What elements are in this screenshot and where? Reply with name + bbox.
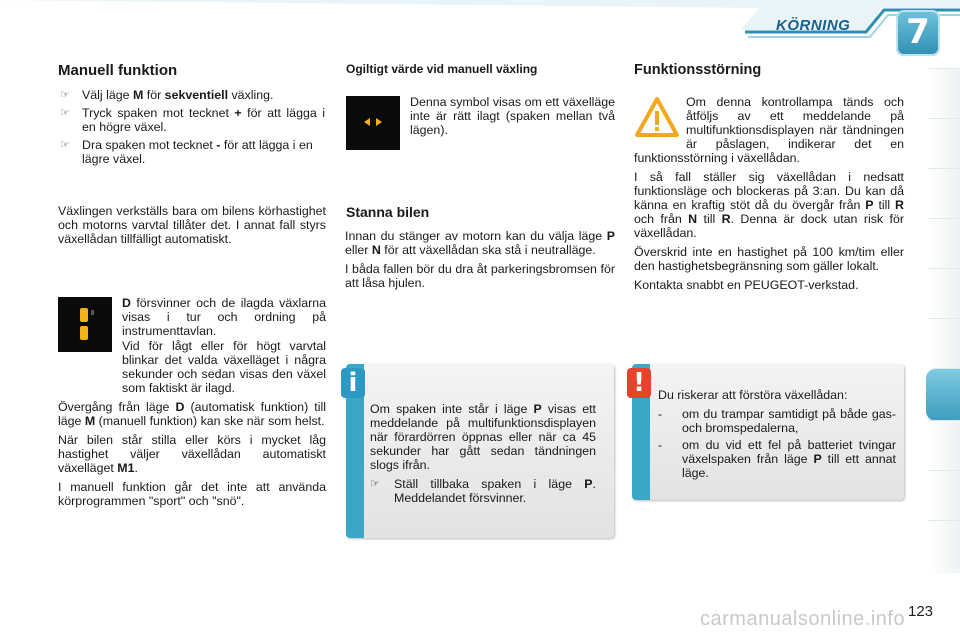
invalid-gear-paragraph: Denna symbol visas om ett växelläge inte är rätt ilagt (spaken mellan två lägen). — [410, 95, 615, 137]
standstill-paragraph — [58, 433, 326, 475]
gear-change-paragraph: Växlingen verkställs bara om bilens körhastighet och motorns varvtal tillåter det. I annat fall styrs växellådan tillfälligt automatiskt. — [58, 204, 326, 246]
paragraph-text: till — [873, 198, 896, 212]
list-item-text: för att lägga i en högre växel. — [82, 106, 326, 134]
malfunction-paragraph-4: Kontakta snabbt en PEUGEOT-verkstad. — [634, 278, 859, 292]
bold-text: P — [533, 402, 542, 416]
list-item-text: växling. — [228, 88, 274, 102]
paragraph-text: försvinner och de ilagda växlarna visas i tur och ordning på instrumenttavlan. — [122, 296, 326, 338]
paragraph-text: till — [697, 212, 722, 226]
info-note-box — [346, 364, 614, 538]
dash-bullet: - — [658, 438, 663, 452]
list-item — [658, 407, 896, 435]
section-heading-manual: Manuell funktion — [58, 62, 178, 79]
section-heading-invalid-gear: Ogiltigt värde vid manuell växling — [346, 62, 538, 76]
bold-text: D — [122, 296, 131, 310]
chapter-tab[interactable] — [928, 420, 960, 473]
manual-body-text — [58, 339, 326, 513]
paragraph-text: Om denna kontrollampa tänds och åtföljs av ett meddelande på multifunktionsdisplayen när tändningen är påslagen, indikerar det en funktionsstörning i växellådan. — [634, 95, 904, 165]
warning-note-text — [658, 388, 896, 480]
chapter-tab-active[interactable] — [926, 368, 960, 421]
warning-badge-icon: ! — [627, 368, 651, 398]
dash-bullet: - — [658, 407, 663, 421]
list-item-bold: - — [216, 138, 221, 152]
watermark: carmanualsonline.info — [700, 608, 906, 630]
mode-switch-paragraph — [58, 400, 326, 428]
chapter-tab[interactable] — [928, 118, 960, 171]
info-badge-icon: i — [341, 368, 365, 398]
bold-text: R — [895, 198, 904, 212]
finger-pointer-icon: ☞ — [370, 478, 380, 490]
bold-text: M1 — [117, 461, 135, 475]
bold-text: N — [371, 243, 381, 257]
manual-steps-list — [60, 88, 325, 170]
chapter-tab[interactable] — [928, 520, 960, 573]
warning-note-intro: Du riskerar att förstöra växellådan: — [658, 388, 848, 402]
info-note-text — [370, 402, 596, 505]
list-item-bold: M — [132, 88, 144, 102]
chapter-badge — [896, 10, 940, 56]
malfunction-paragraph-2 — [634, 170, 904, 240]
info-note-paragraph — [370, 402, 596, 472]
stop-paragraph-1 — [345, 229, 615, 257]
chapter-tab[interactable] — [928, 168, 960, 221]
bold-text: N — [688, 212, 698, 226]
list-item — [658, 438, 896, 480]
list-item-bold: P — [813, 452, 822, 466]
finger-pointer-icon: ☞ — [60, 89, 70, 101]
rev-warning-paragraph: Vid för lågt eller för högt varvtal blinkar det valda växelläget i några sekunder och sedan visas den växel som faktiskt är ilagd. — [122, 339, 326, 395]
paragraph-text: I så fall ställer sig växellådan i nedsatt funktionsläge och blockeras på 3:an. Du kan då känna en kraftig stöt då du övergår från — [634, 170, 904, 212]
stop-paragraph-2: I båda fallen bör du dra åt parkeringsbromsen för att låsa hjulen. — [345, 262, 615, 290]
section-heading-stop: Stanna bilen — [346, 204, 430, 220]
chapter-tab[interactable] — [928, 68, 960, 121]
malfunction-paragraph-3: Överskrid inte en hastighet på 100 km/tim eller den hastighetsbegränsning som gäller lokalt. — [634, 245, 904, 273]
invalid-gear-symbol-icon — [346, 96, 400, 150]
chapter-tab[interactable] — [928, 318, 960, 371]
section-heading-malfunction: Funktionsstörning — [634, 62, 762, 78]
programs-paragraph: I manuell funktion går det inte att använda körprogrammen "sport" och "snö". — [58, 480, 326, 508]
paragraph-text: eller — [345, 243, 372, 257]
list-item — [370, 477, 596, 505]
list-item-text: om du vid ett fel på batteriet tvingar växelspaken från läge — [682, 438, 896, 466]
chapter-tab[interactable] — [928, 470, 960, 523]
bold-text: P — [865, 198, 874, 212]
list-item-text: Ställ tillbaka spaken i läge — [394, 477, 585, 491]
list-item-bold: P — [584, 477, 593, 491]
list-item-text: för att lägga i en lägre växel. — [82, 138, 313, 166]
list-item-text: om du trampar samtidigt på både gas- och bromspedalerna, — [682, 407, 896, 435]
finger-pointer-icon: ☞ — [60, 139, 70, 151]
chapter-title: KÖRNING — [776, 17, 851, 34]
paragraph-text: (automatisk funktion) till läge — [58, 400, 326, 428]
list-item — [60, 88, 325, 102]
bold-text: M — [84, 414, 96, 428]
paragraph-text: . — [134, 461, 138, 475]
paragraph-text: När bilen står stilla eller körs i mycket låg hastighet väljer växellådan automatiskt växelläget — [58, 433, 326, 475]
bold-text: R — [721, 212, 731, 226]
list-item-text: Välj läge — [82, 88, 133, 102]
paragraph-text: och från — [634, 212, 689, 226]
d-disappears-paragraph — [122, 296, 326, 338]
page-number: 123 — [908, 603, 934, 620]
warning-note-box — [632, 364, 904, 500]
stop-body-text — [345, 229, 615, 295]
paragraph-text: för att växellådan ska stå i neutralläge. — [380, 243, 596, 257]
list-item-bold: sekventiell — [164, 88, 229, 102]
chapter-number: 7 — [906, 12, 930, 52]
icon-spacer — [634, 95, 686, 151]
paragraph-text: . Denna är dock utan risk för växellådan. — [634, 212, 904, 240]
malfunction-paragraph-1 — [634, 95, 904, 165]
list-item — [60, 106, 325, 134]
chapter-tab[interactable] — [928, 218, 960, 271]
list-item-text: för — [143, 88, 165, 102]
list-item-bold: + — [234, 106, 242, 120]
bold-text: P — [606, 229, 615, 243]
list-item-text: till ett annat läge. — [682, 452, 896, 480]
bold-text: D — [175, 400, 185, 414]
list-item-text: Tryck spaken mot tecknet — [82, 106, 235, 120]
paragraph-text: (manuell funktion) kan ske när som helst. — [95, 414, 325, 428]
list-item-text: Dra spaken mot tecknet — [82, 138, 217, 152]
paragraph-text: Övergång från läge — [58, 400, 176, 414]
paragraph-text: Om spaken inte står i läge — [370, 402, 534, 416]
chapter-tab[interactable] — [928, 268, 960, 321]
chapter-tab-strip — [928, 68, 960, 578]
list-item-text: . Meddelandet försvinner. — [394, 477, 596, 505]
list-item — [60, 138, 325, 166]
finger-pointer-icon: ☞ — [60, 107, 70, 119]
paragraph-text: Innan du stänger av motorn kan du välja läge — [345, 229, 607, 243]
malfunction-body-text — [634, 95, 904, 297]
paragraph-text: visas ett meddelande på multifunktionsdisplayen när förardörren öppnas eller när ca 45 sekunder har gått sedan tändningen slogs ifrån. — [370, 402, 596, 472]
